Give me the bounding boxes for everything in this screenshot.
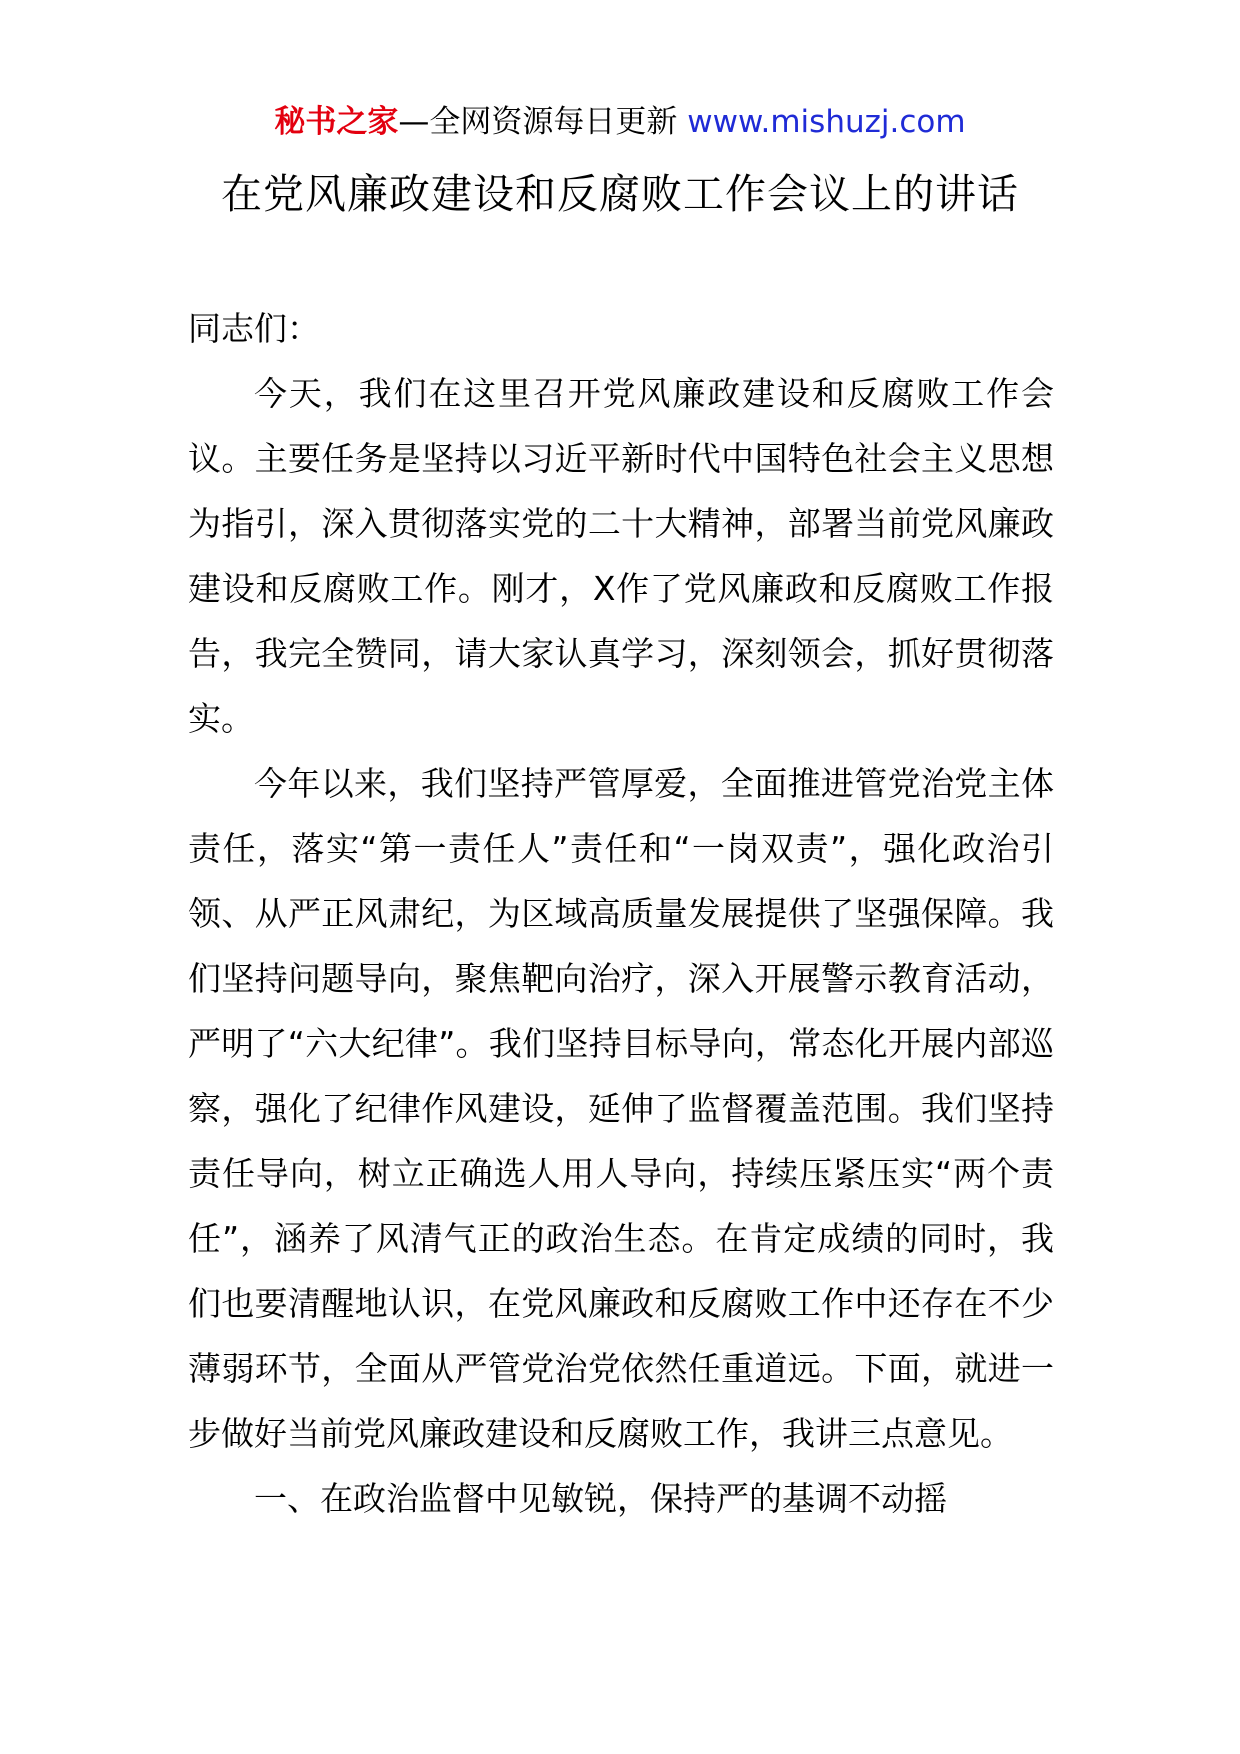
document-title: 在党风廉政建设和反腐败工作会议上的讲话 [221,170,1019,218]
section-heading-1: 一、在政治监督中见敏锐，保持严的基调不动摇 [254,1479,947,1518]
salutation: 同志们： [188,309,320,348]
header-slogan: —全网资源每日更新 [398,104,678,140]
paragraph-intro: 今天，我们在这里召开党风廉政建设和反腐败工作会议。主要任务是坚持以习近平新时代中国特色社会主义思想为指引，深入贯彻落实党的二十大精神，部署当前党风廉政建设和反腐败工作。刚才，X作了党风廉政和反腐败工作报告，我完全赞同，请大家认真学习，深刻领会，抓好贯彻落实。 [188,374,1054,738]
brand-name: 秘书之家 [274,104,399,140]
site-header [0,100,1240,144]
site-url-link[interactable]: www.mishuzj.com [687,104,966,140]
document-body [188,296,1054,1531]
paragraph-review: 今年以来，我们坚持严管厚爱，全面推进管党治党主体责任，落实“第一责任人”责任和“一岗双责”，强化政治引领、从严正风肃纪，为区域高质量发展提供了坚强保障。我们坚持问题导向，聚焦靶向治疗，深入开展警示教育活动，严明了“六大纪律”。我们坚持目标导向，常态化开展内部巡察，强化了纪律作风建设，延伸了监督覆盖范围。我们坚持责任导向，树立正确选人用人导向，持续压紧压实“两个责任”，涵养了风清气正的政治生态。在肯定成绩的同时，我们也要清醒地认识，在党风廉政和反腐败工作中还存在不少薄弱环节，全面从严管党治党依然任重道远。下面，就进一步做好当前党风廉政建设和反腐败工作，我讲三点意见。 [188,764,1054,1453]
